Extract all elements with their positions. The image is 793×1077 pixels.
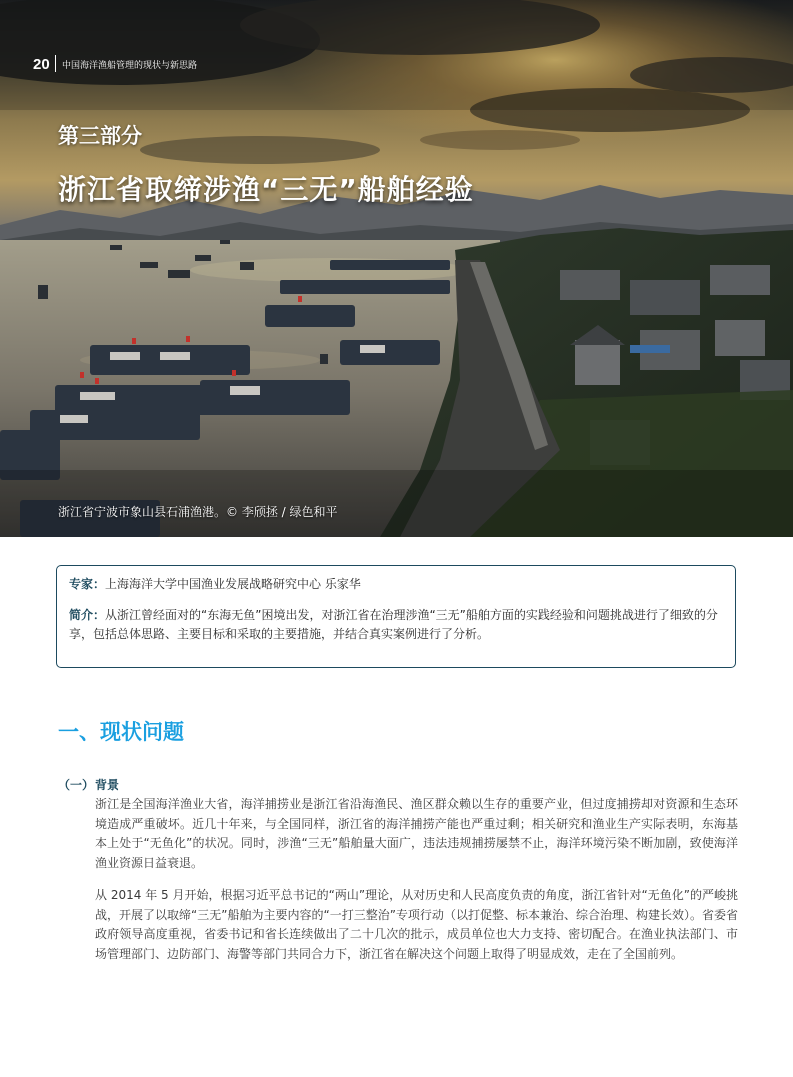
header-divider [55, 55, 56, 72]
intro-line [69, 606, 723, 644]
intro-label: 简介： [69, 608, 106, 622]
expert-label: 专家： [69, 577, 106, 591]
body-paragraph-1: 浙江是全国海洋渔业大省，海洋捕捞业是浙江省沿海渔民、渔区群众赖以生存的重要产业，但过度捕捞却对资源和生态环境造成严重破坏。近几十年来，与全国同样，浙江省的海洋捕捞产能也严重过剩；相关研究和渔业生产实际表明，东海基本上处于“无鱼化”的状况。同时，涉渔“三无”船舶量大面广，违法违规捕捞屡禁不止，海洋环境污染不断加剧，致使海洋渔业资源日益衰退。 [95, 797, 738, 870]
part-label: 第三部分 [58, 124, 142, 148]
harbor-illustration [0, 0, 793, 537]
running-title: 中国海洋渔船管理的现状与新思路 [62, 61, 198, 71]
subsection-title: 背景 [95, 778, 120, 792]
expert-line [69, 575, 723, 594]
body-paragraph-2: 从 2014 年 5 月开始，根据习近平总书记的“两山”理论，从对历史和人民高度负责的角度，浙江省针对“无鱼化”的严峻挑战，开展了以取缔“三无”船舶为主要内容的“一打三整治”专项行动（以打促整、标本兼治、综合治理、构建长效）。省委省政府领导高度重视，省委书记和省长连续做出了二十几次的批示，成员单位也大力支持、密切配合。在渔业执法部门、市场管理部门、边防部门、海警等部门共同合力下，浙江省在解决这个问题上取得了明显成效，走在了全国前列。 [95, 888, 738, 961]
subsection-number: （一） [58, 778, 95, 792]
expert-value: 上海海洋大学中国渔业发展战略研究中心 乐家华 [105, 577, 361, 591]
hero-photo [0, 0, 793, 537]
intro-value: 从浙江曾经面对的“东海无鱼”困境出发，对浙江省在治理涉渔“三无”船舶方面的实践经验和问题挑战进行了细致的分享，包括总体思路、主要目标和采取的主要措施，并结合真实案例进行了分析。 [69, 608, 718, 641]
part-title: 浙江省取缔涉渔“三无”船舶经验 [58, 173, 474, 206]
section-title: 一、现状问题 [58, 720, 184, 744]
summary-box [56, 565, 736, 668]
page-number: 20 [33, 56, 50, 73]
photo-caption: 浙江省宁波市象山县石浦渔港。© 李颀拯 / 绿色和平 [58, 505, 338, 519]
